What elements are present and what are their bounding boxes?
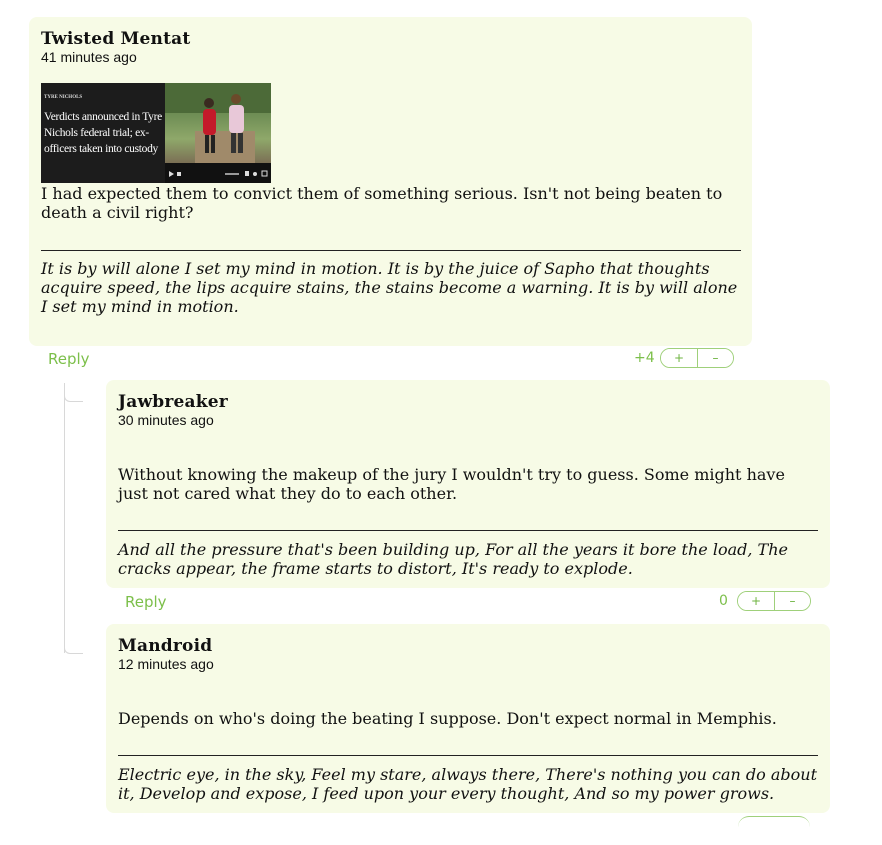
reply-button[interactable]: Reply (125, 593, 167, 611)
vote-buttons-partial[interactable] (738, 816, 810, 827)
reply-button[interactable]: Reply (48, 350, 90, 368)
thread-elbow (64, 620, 83, 654)
comment-card (106, 624, 830, 813)
upvote-button[interactable]: + (738, 592, 774, 610)
comment-author[interactable]: Twisted Mentat (41, 29, 191, 49)
vote-buttons (660, 348, 734, 368)
signature-divider (118, 755, 818, 756)
comment-signature: Electric eye, in the sky, Feel my stare, always there, There's nothing you can do about it, Develop and expose, I feed upon your every thought, And so my power grows. (118, 765, 817, 803)
comment-author[interactable]: Mandroid (118, 636, 213, 656)
thread-line (64, 383, 65, 653)
comment-score: +4 (634, 350, 655, 366)
comment-body: Without knowing the makeup of the jury I wouldn't try to guess. Some might have just not cared what they do to each other. (118, 465, 785, 503)
signature-divider (41, 250, 741, 251)
comment-body: I had expected them to convict them of something serious. Isn't not being beaten to death a civil right? (41, 184, 723, 222)
comment-score: 0 (719, 593, 728, 609)
video-controls[interactable] (165, 163, 271, 183)
signature-divider (118, 530, 818, 531)
play-icon[interactable] (165, 163, 271, 183)
comment-timestamp: 30 minutes ago (118, 412, 214, 428)
comment-timestamp: 12 minutes ago (118, 656, 214, 672)
thread-elbow (64, 383, 83, 402)
comment-signature: And all the pressure that's been building up, For all the years it bore the load, The cracks appear, the frame starts to distort, It's ready to explode. (118, 540, 788, 578)
vote-buttons (737, 591, 811, 611)
thumbnail-video-scene (165, 83, 271, 163)
comment-timestamp: 41 minutes ago (41, 49, 137, 65)
thumbnail-brand: TYRE NICHOLS (44, 95, 83, 100)
thumbnail-caption: Verdicts announced in Tyre Nichols federal trial; ex-officers taken into custody (44, 111, 162, 155)
downvote-button[interactable]: – (774, 592, 810, 610)
news-thumbnail-image[interactable] (41, 83, 271, 183)
comment-signature: It is by will alone I set my mind in motion. It is by the juice of Sapho that thoughts acquire speed, the lips acquire stains, the stains become a warning. It is by will alone I set my mind in motion. (41, 259, 738, 316)
comment-author[interactable]: Jawbreaker (118, 392, 228, 412)
downvote-button[interactable]: – (697, 349, 733, 367)
comment-body: Depends on who's doing the beating I suppose. Don't expect normal in Memphis. (118, 709, 777, 728)
thumbnail-people-graphic (165, 83, 271, 163)
upvote-button[interactable]: + (661, 349, 697, 367)
comment-card (106, 380, 830, 588)
